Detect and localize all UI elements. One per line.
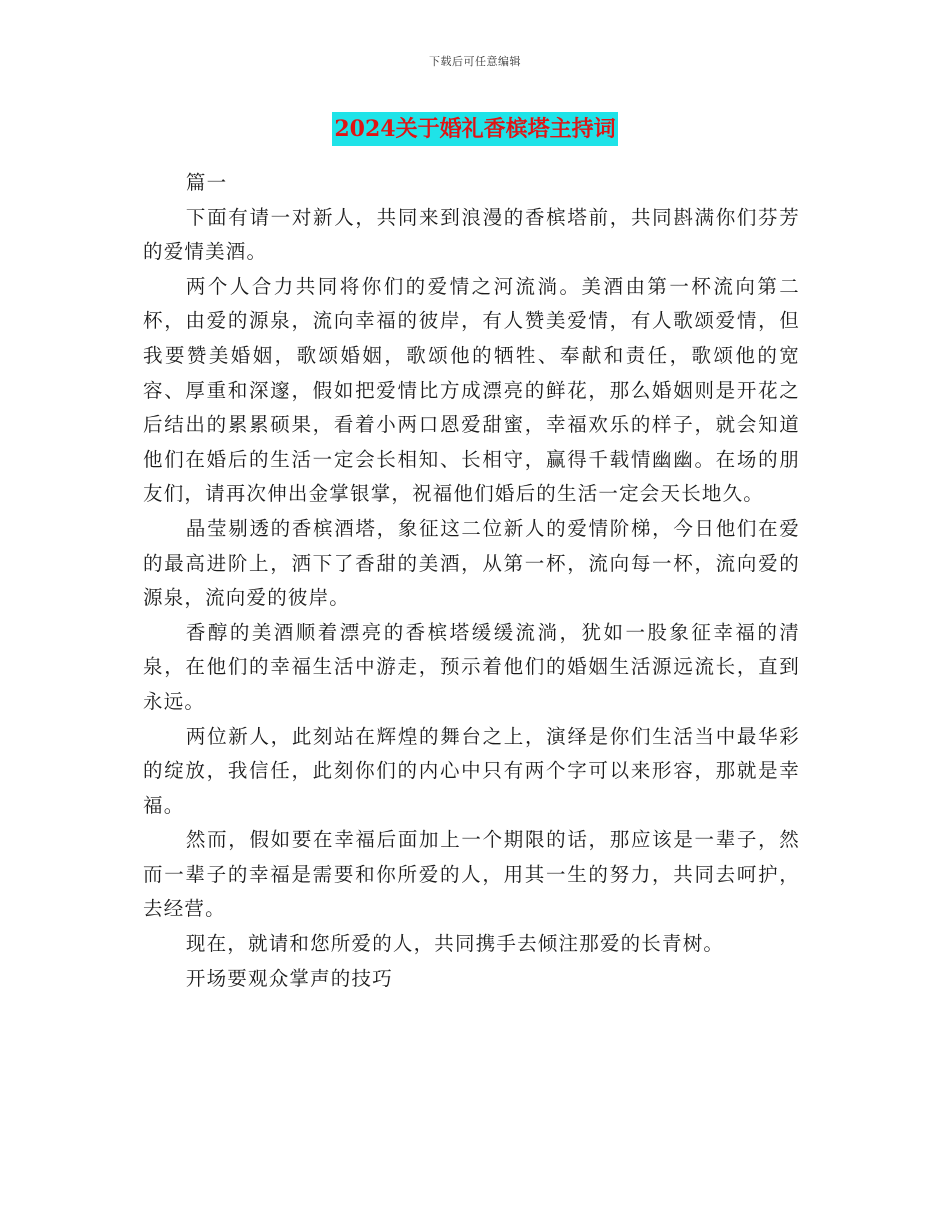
title-container [0, 112, 950, 146]
paragraph: 现在，就请和您所爱的人，共同携手去倾注那爱的长青树。 [185, 932, 725, 956]
document-title: 2024关于婚礼香槟塔主持词 [332, 112, 617, 146]
section-heading: 篇一 [185, 171, 228, 194]
paragraph: 下面有请一对新人，共同来到浪漫的香槟塔前，共同斟满你们芬芳的爱情美酒。 [143, 205, 800, 264]
paragraph: 晶莹剔透的香槟酒塔，象征这二位新人的爱情阶梯，今日他们在爱的最高进阶上，洒下了香甜的美酒，从第一杯，流向每一杯，流向爱的源泉，流向爱的彼岸。 [143, 516, 800, 610]
paragraph: 香醇的美酒顺着漂亮的香槟塔缓缓流淌，犹如一股象征幸福的清泉，在他们的幸福生活中游走，预示着他们的婚姻生活源远流长，直到永远。 [143, 620, 800, 713]
document-body [143, 166, 800, 996]
paragraph: 然而，假如要在幸福后面加上一个期限的话，那应该是一辈子，然而一辈子的幸福是需要和你所爱的人，用其一生的努力，共同去呵护，去经营。 [143, 828, 800, 921]
paragraph: 两个人合力共同将你们的爱情之河流淌。美酒由第一杯流向第二杯，由爱的源泉，流向幸福的彼岸，有人赞美爱情，有人歌颂爱情，但我要赞美婚姻，歌颂婚姻，歌颂他的牺牲、奉献和责任，歌颂他的宽容、厚重和深邃，假如把爱情比方成漂亮的鲜花，那么婚姻则是开花之后结出的累累硕果，看着小两口恩爱甜蜜，幸福欢乐的样子，就会知道他们在婚后的生活一定会长相知、长相守，赢得千载情幽幽。在场的朋友们，请再次伸出金掌银掌，祝福他们婚后的生活一定会天长地久。 [143, 274, 800, 506]
header-note: 下载后可任意编辑 [429, 55, 521, 68]
paragraph: 两位新人，此刻站在辉煌的舞台之上，演绎是你们生活当中最华彩的绽放，我信任，此刻你们的内心中只有两个字可以来形容，那就是幸福。 [143, 724, 800, 817]
subsection-heading: 开场要观众掌声的技巧 [185, 966, 393, 990]
